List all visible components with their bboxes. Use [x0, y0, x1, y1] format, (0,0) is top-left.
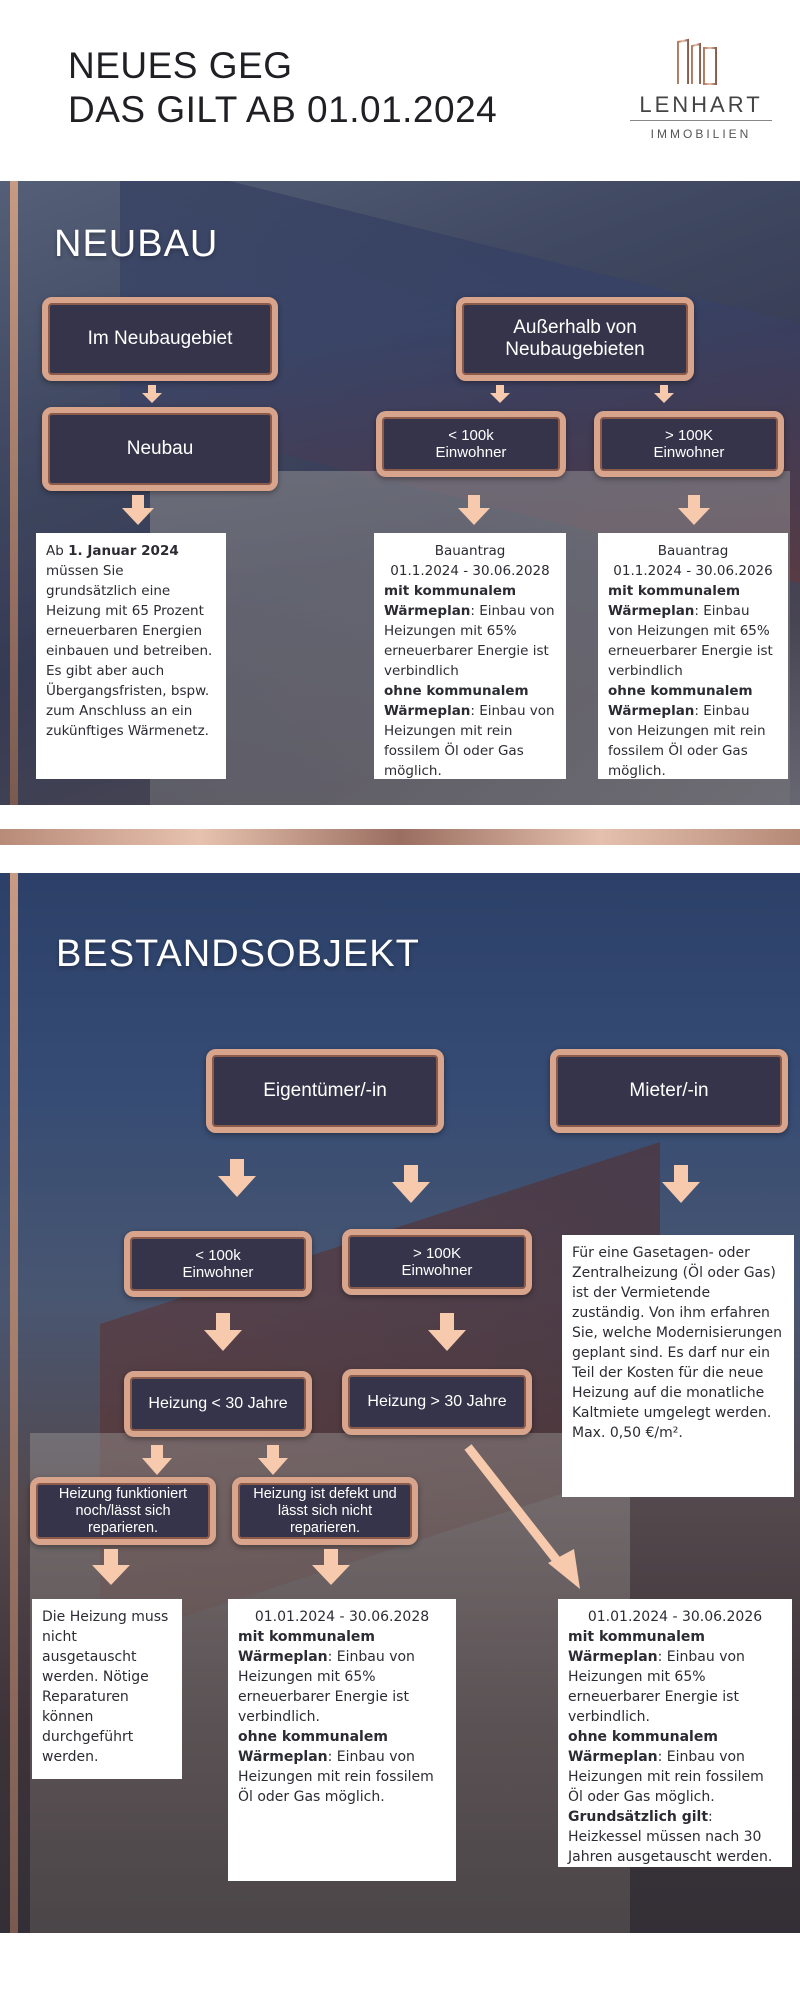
text-mit: : Einbau von Heizungen mit 65% erneuerbarer Energie ist verbindlich — [608, 603, 773, 679]
box-neubau-label: Neubau — [126, 438, 194, 459]
text-mit: : Einbau von Heizungen mit 65% erneuerbarer Energie ist verbindlich. — [568, 1649, 745, 1725]
arrow-down-icon — [392, 1165, 430, 1203]
box-neubau-over-100k-label: > 100K Einwohner — [653, 427, 725, 461]
box-heizung-over-30 — [342, 1369, 532, 1435]
neubau-text-right — [598, 533, 788, 779]
text-bold-mit: mit kommunalem Wärmeplan — [238, 1629, 375, 1665]
edge-accent-bar — [10, 181, 18, 805]
neubau-title: NEUBAU — [54, 223, 219, 265]
text-ohne: : Einbau von Heizungen mit rein fossilem Öl oder Gas möglich. — [238, 1749, 434, 1805]
logo-divider — [630, 120, 772, 121]
box-neubau-under-100k — [376, 411, 566, 477]
text-bauantrag: Bauantrag — [657, 543, 729, 559]
box-heizung-under-30-label: Heizung < 30 Jahre — [148, 1395, 288, 1412]
arrow-down-icon — [92, 1549, 130, 1585]
text-mit: : Einbau von Heizungen mit 65% erneuerbarer Energie ist verbindlich. — [238, 1649, 415, 1725]
arrow-down-icon — [428, 1313, 466, 1351]
bestand-section — [0, 873, 800, 1933]
box-heizung-under-30 — [124, 1371, 312, 1437]
text-prefix: Ab — [46, 543, 69, 559]
box-neubau-over-100k — [594, 411, 784, 477]
arrow-down-icon — [490, 385, 510, 403]
logo-name: LENHART — [639, 92, 763, 117]
box-neubau — [42, 407, 278, 491]
text-bold-mit: mit kommunalem Wärmeplan — [568, 1629, 705, 1665]
text-period: 01.01.2024 - 30.06.2026 — [587, 1609, 763, 1625]
arrow-down-icon — [258, 1445, 288, 1475]
box-eigentuemer-label: Eigentümer/-in — [263, 1080, 387, 1101]
arrow-down-icon — [122, 495, 154, 525]
box-ausserhalb — [456, 297, 694, 381]
title-line-2: DAS GILT AB 01.01.2024 — [68, 89, 498, 130]
logo-icon — [674, 38, 728, 86]
text-period: 01.1.2024 - 30.06.2028 — [390, 563, 550, 579]
text-rest: müssen Sie grundsätzlich eine Heizung mit 65 Prozent erneuerbaren Energien einbauen und betreiben. Es gibt aber auch Übergangsfristen, bspw. zum Anschluss an ein zukünftiges Wärmenetz. — [46, 563, 213, 739]
text-bold-mit: mit kommunalem Wärmeplan — [384, 583, 517, 619]
logo-subtitle: IMMOBILIEN — [650, 127, 752, 141]
box-heizung-over-30-label: Heizung > 30 Jahre — [367, 1393, 507, 1410]
arrow-down-icon — [142, 1445, 172, 1475]
neubau-section — [0, 181, 800, 805]
box-bestand-over-100k — [342, 1229, 532, 1295]
box-neubau-under-100k-label: < 100k Einwohner — [435, 427, 507, 461]
box-im-neubaugebiet — [42, 297, 278, 381]
bestand-text-mid — [228, 1599, 456, 1881]
box-mieter — [550, 1049, 788, 1133]
arrow-down-icon — [458, 495, 490, 525]
text-bold-date: 1. Januar 2024 — [68, 543, 179, 559]
arrow-down-icon — [218, 1159, 256, 1197]
box-ausserhalb-label: Außerhalb von Neubaugebieten — [505, 317, 645, 360]
text-bold-ohne: ohne kommunalem Wärmeplan — [608, 683, 753, 719]
page-title — [68, 44, 497, 132]
box-im-neubaugebiet-label: Im Neubaugebiet — [87, 328, 233, 349]
arrow-diagonal-icon — [462, 1443, 588, 1593]
text-ohne: : Einbau von Heizungen mit rein fossilem Öl oder Gas möglich. — [568, 1749, 764, 1805]
arrow-down-icon — [654, 385, 674, 403]
box-bestand-over-100k-label: > 100K Einwohner — [401, 1245, 473, 1279]
text-bold-mit: mit kommunalem Wärmeplan — [608, 583, 741, 619]
box-heizung-defekt — [232, 1477, 418, 1545]
text-mit: : Einbau von Heizungen mit 65% erneuerbarer Energie ist verbindlich — [384, 603, 555, 679]
arrow-down-icon — [142, 385, 162, 403]
text-period: 01.1.2024 - 30.06.2026 — [613, 563, 773, 579]
box-eigentuemer — [206, 1049, 444, 1133]
title-line-1: NEUES GEG — [68, 45, 293, 86]
box-bestand-under-100k-label: < 100k Einwohner — [182, 1247, 254, 1281]
bestand-title: BESTANDSOBJEKT — [56, 933, 420, 975]
text-bold-ohne: ohne kommunalem Wärmeplan — [568, 1729, 718, 1765]
text-bold-ohne: ohne kommunalem Wärmeplan — [384, 683, 529, 719]
bestand-text-right — [558, 1599, 792, 1867]
text-keine-pflicht: Die Heizung muss nicht ausgetauscht werden. Nötige Reparaturen können durchgeführt werden. — [42, 1609, 169, 1765]
arrow-down-icon — [204, 1313, 242, 1351]
box-mieter-label: Mieter/-in — [629, 1080, 709, 1101]
arrow-down-icon — [678, 495, 710, 525]
text-mieter: Für eine Gasetagen- oder Zentralheizung (Öl oder Gas) ist der Vermietende zuständig. Von ihm erfahren Sie, welche Modernisierungen geplant sind. Es darf nur ein Teil der Kosten für die neue Heizung auf die monatliche Kaltmiete umgelegt werden. Max. 0,50 €/m². — [572, 1245, 782, 1441]
text-ohne: : Einbau von Heizungen mit rein fossilem Öl oder Gas möglich. — [608, 703, 766, 779]
bestand-text-mieter — [562, 1235, 794, 1497]
section-separator — [0, 829, 800, 845]
arrow-down-icon — [312, 1549, 350, 1585]
text-bold-ohne: ohne kommunalem Wärmeplan — [238, 1729, 388, 1765]
arrow-down-icon — [662, 1165, 700, 1203]
text-period: 01.01.2024 - 30.06.2028 — [254, 1609, 430, 1625]
box-bestand-under-100k — [124, 1231, 312, 1297]
neubau-text-mid — [374, 533, 566, 779]
text-bauantrag: Bauantrag — [434, 543, 506, 559]
box-heizung-defekt-label: Heizung ist defekt und lässt sich nicht reparieren. — [253, 1485, 397, 1536]
bestand-text-left — [32, 1599, 182, 1779]
neubau-text-left — [36, 533, 226, 779]
text-grundsaetzlich: : Heizkessel müssen nach 30 Jahren ausgetauscht werden. — [568, 1809, 773, 1865]
edge-accent-bar — [10, 873, 18, 1933]
text-ohne: : Einbau von Heizungen mit rein fossilem Öl oder Gas möglich. — [384, 703, 555, 779]
box-heizung-funktioniert-label: Heizung funktioniert noch/lässt sich reparieren. — [58, 1485, 188, 1536]
text-bold-grundsaetzlich: Grundsätzlich gilt — [568, 1809, 709, 1825]
box-heizung-funktioniert — [30, 1477, 216, 1545]
